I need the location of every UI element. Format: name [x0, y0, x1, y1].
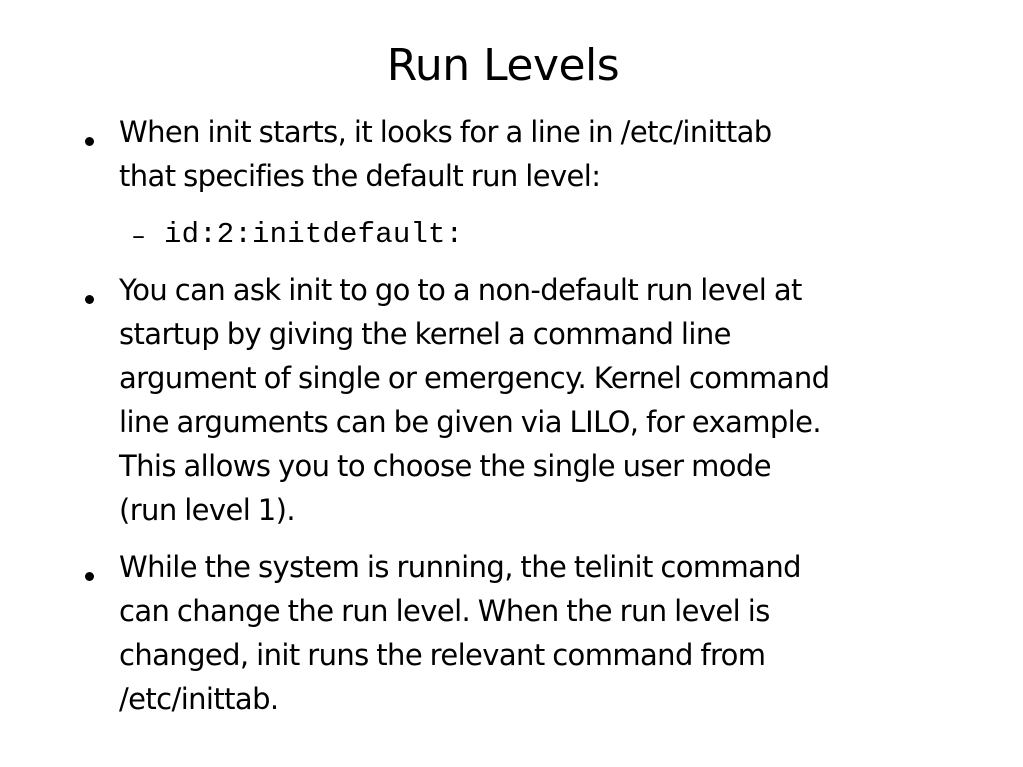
code-snippet: id:2:initdefault:: [164, 218, 464, 251]
dash-marker: –: [132, 221, 145, 251]
bullet-line: When init starts, it looks for a line in /etc/inittab: [119, 115, 772, 149]
bullet-line: /etc/inittab.: [119, 682, 279, 716]
bullet-line: can change the run level. When the run level is: [119, 594, 770, 628]
bullet-line: This allows you to choose the single user mode: [119, 449, 771, 483]
bullet-dot-icon: [85, 572, 94, 581]
bullet-line: line arguments can be given via LILO, for example.: [119, 405, 821, 439]
sub-bullet-item: [132, 209, 732, 253]
bullet-dot-icon: [85, 295, 94, 304]
bullet-line: You can ask init to go to a non-default run level at: [119, 273, 802, 307]
bullet-text: [119, 110, 949, 198]
bullet-line: While the system is running, the telinit command: [119, 550, 801, 584]
bullet-dot-icon: [85, 137, 94, 146]
bullet-line: changed, init runs the relevant command from: [119, 638, 766, 672]
bullet-line: that specifies the default run level:: [119, 159, 601, 193]
bullet-text: [119, 268, 949, 532]
bullet-text: [119, 545, 949, 721]
bullet-line: startup by giving the kernel a command line: [119, 317, 731, 351]
bullet-line: argument of single or emergency. Kernel command: [119, 361, 830, 395]
bullet-line: (run level 1).: [119, 493, 295, 527]
slide-title: Run Levels: [386, 40, 620, 91]
